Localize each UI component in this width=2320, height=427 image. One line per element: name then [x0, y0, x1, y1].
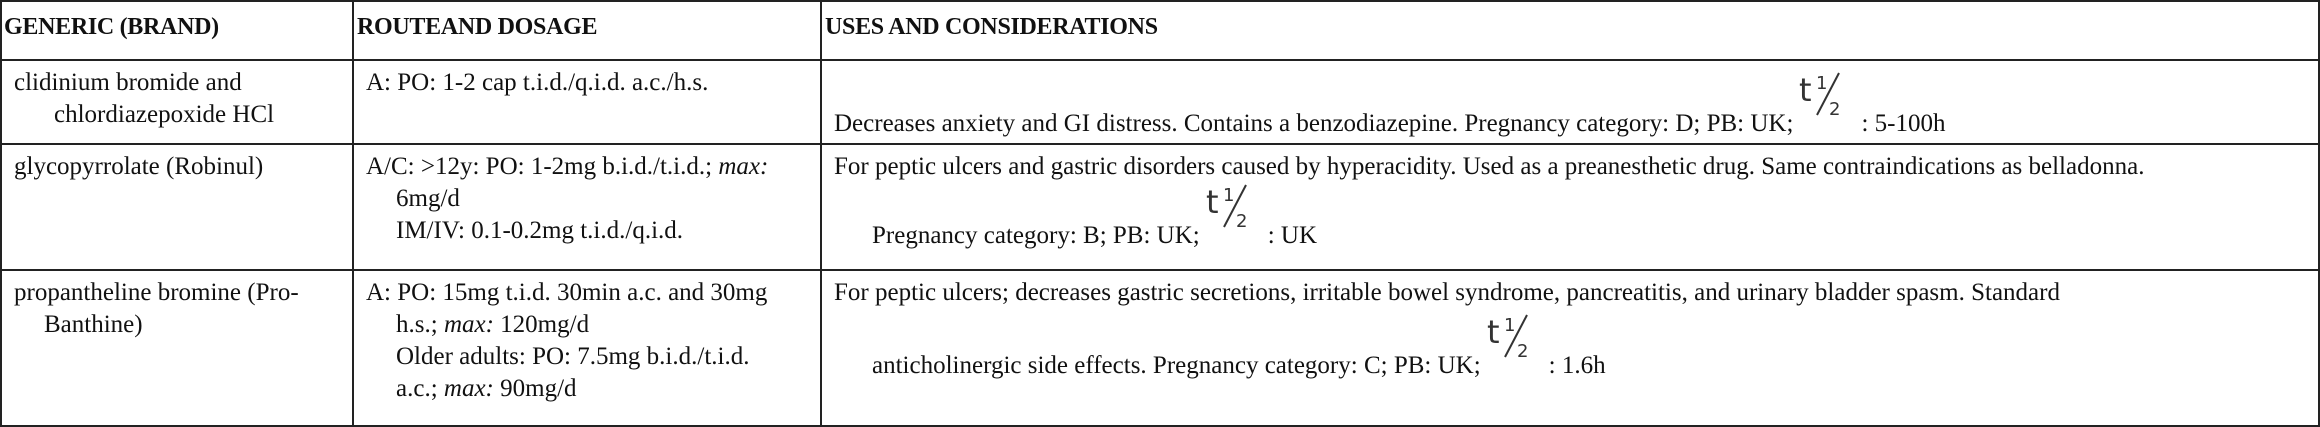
uses-text: Decreases anxiety and GI distress. Contains a benzodiazepine. Pregnancy category: D; PB: UK; t 1 2 : 5-100h — [834, 71, 1946, 137]
route-text: A/C: >12y: PO: 1-2mg b.i.d./t.i.d.; max: — [366, 153, 769, 180]
svg-text:2: 2 — [1235, 211, 1248, 232]
uses-cell — [821, 270, 2319, 426]
generic-name: propantheline bromine (Pro- — [14, 279, 299, 306]
table-row — [1, 270, 2319, 426]
svg-text:t: t — [1799, 71, 1812, 109]
route-text: A: PO: 15mg t.i.d. 30min a.c. and 30mg — [366, 279, 768, 306]
table-row — [1, 60, 2319, 144]
half-life-icon — [1799, 71, 1855, 133]
route-text-cont: IM/IV: 0.1-0.2mg t.i.d./q.i.d. — [396, 217, 684, 244]
header-generic: GENERIC (BRAND) — [1, 1, 353, 60]
uses-cell — [821, 144, 2319, 270]
route-text-cont: a.c.; max: 90mg/d — [396, 375, 577, 402]
generic-cell — [1, 60, 353, 144]
uses-text: For peptic ulcers and gastric disorders caused by hyperacidity. Used as a preanesthetic drug. Same contraindications as belladonna. — [834, 153, 2145, 180]
svg-text:2: 2 — [1829, 99, 1841, 120]
route-cell — [353, 144, 821, 270]
svg-text:2: 2 — [1516, 341, 1529, 362]
svg-text:1: 1 — [1816, 73, 1828, 94]
svg-text:t: t — [1205, 183, 1219, 221]
generic-cell — [1, 270, 353, 426]
route-text: A: PO: 1-2 cap t.i.d./q.i.d. a.c./h.s. — [366, 69, 709, 96]
generic-name-cont: chlordiazepoxide HCl — [54, 101, 275, 128]
header-uses: USES AND CONSIDERATIONS — [821, 1, 2319, 60]
half-life-icon — [1486, 313, 1543, 375]
route-text-cont: h.s.; max: 120mg/d — [396, 311, 590, 338]
header-row — [1, 1, 2319, 60]
half-life-value: : UK — [1267, 222, 1318, 249]
header-route: ROUTEAND DOSAGE — [353, 1, 821, 60]
half-life-value: : 1.6h — [1548, 352, 1606, 379]
half-life-value: : 5-100h — [1861, 110, 1946, 137]
svg-text:t: t — [1486, 313, 1500, 351]
svg-text:1: 1 — [1503, 315, 1516, 336]
table-row — [1, 144, 2319, 270]
uses-cell — [821, 60, 2319, 144]
route-text-cont: 6mg/d — [396, 185, 460, 212]
uses-text-cont: Pregnancy category: B; PB: UK; t 1 2 : UK — [872, 183, 1318, 249]
half-life-icon — [1205, 183, 1262, 245]
svg-text:1: 1 — [1222, 185, 1235, 206]
route-text-cont: Older adults: PO: 7.5mg b.i.d./t.i.d. — [396, 343, 750, 370]
uses-text-cont: anticholinergic side effects. Pregnancy category: C; PB: UK; t 1 2 : 1.6h — [872, 313, 1606, 379]
generic-name-cont: Banthine) — [44, 311, 143, 338]
generic-name: glycopyrrolate (Robinul) — [14, 153, 264, 180]
uses-text: For peptic ulcers; decreases gastric secretions, irritable bowel syndrome, pancreatitis, and urinary bladder spasm. Standard — [834, 279, 2060, 306]
generic-cell — [1, 144, 353, 270]
route-cell — [353, 60, 821, 144]
generic-name: clidinium bromide and — [14, 69, 242, 96]
route-cell — [353, 270, 821, 426]
